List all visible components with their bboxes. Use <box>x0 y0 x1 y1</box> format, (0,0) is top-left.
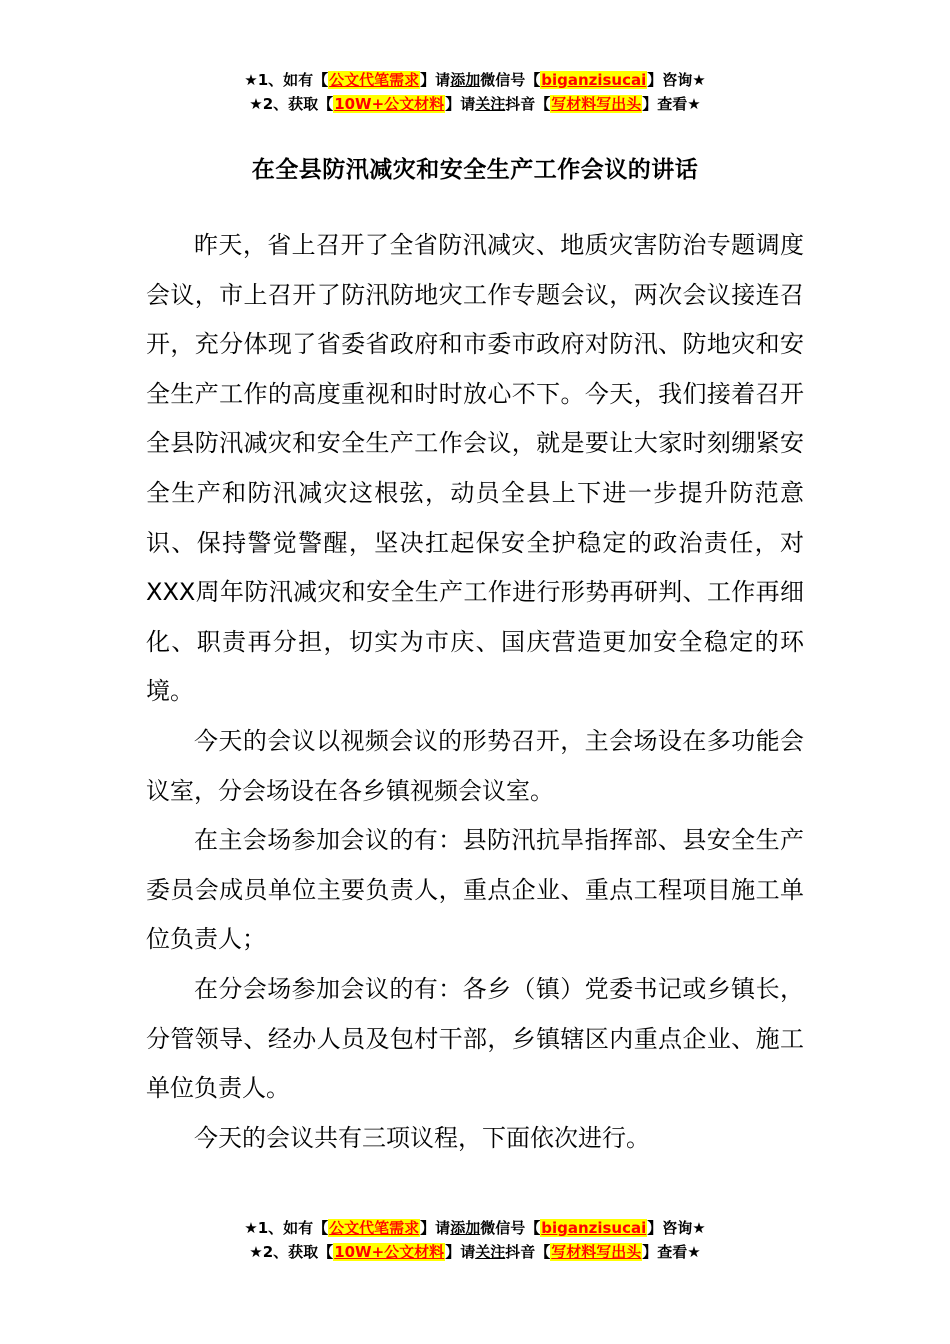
document-title: 在全县防汛减灾和安全生产工作会议的讲话 <box>251 157 699 183</box>
promo-line-2: ★2、获取【10W+公文材料】请关注抖音【写材料写出头】查看★ <box>249 95 701 113</box>
promo-banner-top <box>0 68 950 116</box>
body-paragraph: 在分会场参加会议的有：各乡（镇）党委书记或乡镇长，分管领导、经办人员及包村干部，乡镇辖区内重点企业、施工单位负责人。 <box>146 974 804 1103</box>
highlight-wechat-id: biganzisucai <box>541 1219 647 1237</box>
highlight-materials: 10W+公文材料 <box>334 95 445 113</box>
highlight-wechat-id: biganzisucai <box>541 71 647 89</box>
promo-line-1: ★1、如有【公文代笔需求】请添加微信号【biganzisucai】咨询★ <box>244 1219 706 1237</box>
promo-line-1: ★1、如有【公文代笔需求】请添加微信号【biganzisucai】咨询★ <box>244 71 706 89</box>
body-paragraph: 在主会场参加会议的有：县防汛抗旱指挥部、县安全生产委员会成员单位主要负责人，重点企业、重点工程项目施工单位负责人； <box>146 826 804 954</box>
body-paragraph: 今天的会议共有三项议程，下面依次进行。 <box>194 1123 650 1152</box>
highlight-douyin-account: 写材料写出头 <box>551 95 642 113</box>
highlight-service: 公文代笔需求 <box>329 1219 420 1237</box>
body-paragraph: 昨天，省上召开了全省防汛减灾、地质灾害防治专题调度会议，市上召开了防汛防地灾工作专题会议，两次会议接连召开，充分体现了省委省政府和市委市政府对防汛、防地灾和安全生产工作的高度重视和时时放心不下。今天，我们接着召开全县防汛减灾和安全生产工作会议，就是要让大家时刻绷紧安全生产和防汛减灾这根弦，动员全县上下进一步提升防范意识、保持警觉警醒，坚决扛起保安全护稳定的政治责任，对XXX周年防汛减灾和安全生产工作进行形势再研判、工作再细化、职责再分担，切实为市庆、国庆营造更加安全稳定的环境。 <box>146 231 804 706</box>
promo-line-2: ★2、获取【10W+公文材料】请关注抖音【写材料写出头】查看★ <box>249 1243 701 1261</box>
highlight-service: 公文代笔需求 <box>329 71 420 89</box>
promo-banner-bottom <box>0 1216 950 1264</box>
highlight-douyin-account: 写材料写出头 <box>551 1243 642 1261</box>
document-body <box>146 221 804 1163</box>
highlight-materials: 10W+公文材料 <box>334 1243 445 1261</box>
body-paragraph: 今天的会议以视频会议的形势召开，主会场设在多功能会议室，分会场设在各乡镇视频会议室。 <box>146 726 804 805</box>
